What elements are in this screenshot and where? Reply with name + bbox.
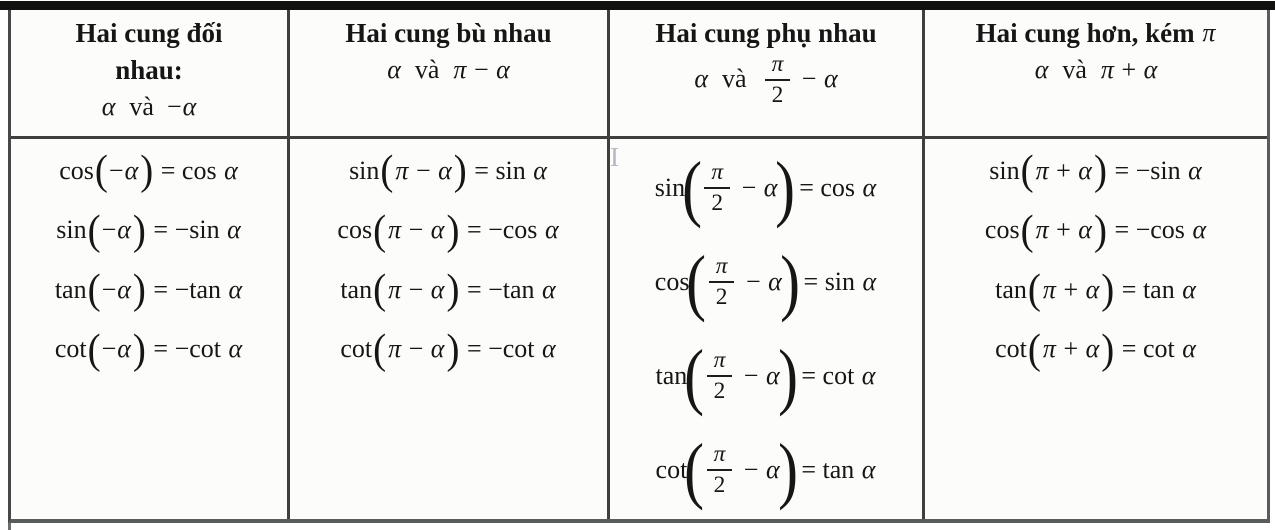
math-token: α [430, 215, 445, 245]
formula-row [925, 320, 1267, 380]
math-token: α [1034, 55, 1049, 85]
math-token: π [388, 274, 402, 304]
math-token: α [101, 92, 116, 122]
parenthesis: ) [453, 147, 467, 194]
trig-identities-table [8, 10, 1270, 523]
formula-row [11, 201, 287, 261]
parenthesis: ( [373, 325, 387, 373]
formula-row [925, 260, 1267, 320]
parenthesis: ) [140, 147, 154, 194]
math-token: cot [995, 334, 1027, 364]
math-token: sin [824, 267, 856, 296]
column-pi-shift [925, 10, 1267, 519]
math-token: và [709, 64, 760, 94]
math-token: α [430, 274, 445, 304]
math-token: α [117, 274, 131, 304]
math-token: α [1078, 215, 1092, 245]
math-token: cot [502, 334, 535, 364]
math-token: − [101, 215, 117, 245]
math-token: − [101, 274, 117, 304]
math-token: tan [822, 455, 855, 484]
fraction-numerator: π [765, 52, 791, 81]
parenthesis: ( [94, 147, 108, 194]
math-token: α [535, 334, 556, 364]
parenthesis: ( [686, 240, 707, 323]
math-token: sin [189, 215, 220, 245]
math-token: + [1114, 55, 1143, 85]
header-line [976, 15, 1217, 52]
fraction [707, 442, 733, 497]
math-token: = − [1107, 155, 1151, 185]
fraction [704, 160, 730, 215]
math-token: sin [56, 215, 87, 245]
fraction [765, 52, 791, 107]
math-token: α [538, 215, 559, 245]
math-token: α [1175, 334, 1196, 364]
formula-row [11, 141, 287, 201]
math-token: α [430, 334, 445, 364]
math-token: π [388, 215, 402, 245]
math-token: tan [340, 274, 373, 304]
fraction [709, 254, 735, 309]
math-token: − [402, 274, 430, 304]
formula-row [610, 329, 922, 423]
parenthesis: ( [1020, 147, 1034, 194]
math-token: cos [654, 267, 690, 296]
math-token: sin [654, 173, 686, 202]
math-token: cot [189, 334, 222, 364]
math-token: α [222, 274, 243, 304]
math-token: nhau: [115, 54, 183, 85]
math-token: cos [337, 215, 373, 245]
parenthesis: ) [446, 206, 460, 254]
math-token: = [1115, 274, 1143, 304]
formula-row [290, 141, 607, 201]
math-token: Hai cung phụ nhau [655, 17, 877, 48]
math-token: = [467, 155, 496, 185]
math-token: + [1056, 274, 1085, 304]
parenthesis: ) [1101, 266, 1115, 313]
formula-row [610, 235, 922, 329]
parenthesis: ( [87, 266, 101, 313]
math-token: π [388, 334, 402, 364]
parenthesis: ) [132, 266, 146, 313]
column-complementary [610, 10, 925, 519]
fraction-numerator: π [704, 160, 730, 189]
fraction-numerator: π [707, 348, 733, 377]
math-token: cot [655, 455, 688, 484]
math-token: sin [989, 155, 1020, 185]
math-token: α [1181, 155, 1202, 185]
formula-row [925, 201, 1267, 261]
parenthesis: ( [380, 147, 394, 194]
math-token: α [823, 64, 838, 94]
math-token: tan [1142, 274, 1175, 304]
fraction-denominator: 2 [771, 81, 784, 108]
math-token: α [222, 334, 243, 364]
math-token: α [387, 55, 401, 85]
math-token: α [1143, 55, 1158, 85]
math-token: Hai cung bù nhau [345, 17, 552, 48]
math-token: α [855, 361, 876, 390]
parenthesis: ) [132, 325, 146, 373]
math-token: = − [146, 334, 190, 364]
math-token: cot [54, 334, 87, 364]
math-token: cot [1142, 334, 1175, 364]
parenthesis: ( [373, 266, 387, 313]
fraction [707, 348, 733, 403]
math-token: sin [495, 155, 526, 185]
math-token: và [116, 92, 167, 122]
math-token: = − [460, 274, 503, 304]
math-token: α [124, 155, 139, 185]
parenthesis: ( [682, 146, 703, 229]
parenthesis: ( [87, 325, 101, 373]
math-token: α [1175, 274, 1196, 304]
math-token: π [1042, 274, 1056, 304]
math-token: α [765, 455, 780, 484]
math-token: tan [995, 274, 1027, 304]
column-opposite [11, 10, 290, 519]
column-supplementary [290, 10, 610, 519]
parenthesis: ( [1020, 206, 1034, 254]
math-token: α [856, 173, 877, 202]
math-token: α [694, 64, 709, 94]
math-token: = [794, 455, 823, 484]
math-token: − [409, 155, 438, 185]
parenthesis: ) [1101, 325, 1115, 373]
math-token: α [768, 267, 782, 296]
math-token: α [220, 215, 241, 245]
parenthesis: ) [779, 240, 800, 323]
math-token: = − [1107, 215, 1151, 245]
math-token: tan [189, 274, 222, 304]
math-token: sin [349, 155, 380, 185]
math-token: tan [54, 274, 87, 304]
math-token: α [438, 155, 452, 185]
column-body [290, 139, 607, 519]
math-token: − [166, 92, 182, 122]
math-token: = [794, 361, 823, 390]
header-line [115, 52, 183, 89]
header-line [386, 52, 511, 89]
formula-row [925, 141, 1267, 201]
formula-row [610, 141, 922, 235]
math-token: α [855, 455, 876, 484]
column-body [11, 139, 287, 519]
header-line [345, 15, 551, 52]
fraction-numerator: π [707, 442, 733, 471]
math-token: sin [1150, 155, 1181, 185]
parenthesis: ) [777, 428, 798, 511]
math-token: cot [340, 334, 373, 364]
math-token: và [401, 55, 453, 85]
math-token: = [154, 155, 182, 185]
parenthesis: ( [1027, 325, 1041, 373]
math-token: = − [460, 334, 503, 364]
header-line [101, 89, 198, 126]
math-token: π [1042, 334, 1056, 364]
math-token: Hai cung hơn, kém [975, 17, 1202, 48]
math-token: cot [822, 361, 855, 390]
math-token: − [402, 334, 430, 364]
math-token: = [792, 173, 821, 202]
fraction-denominator: 2 [711, 190, 724, 216]
parenthesis: ) [1093, 206, 1107, 254]
fraction-denominator: 2 [713, 378, 726, 404]
math-token: α [1085, 274, 1100, 304]
formula-row [290, 320, 607, 380]
math-token: − [737, 361, 765, 390]
fraction-denominator: 2 [715, 284, 728, 310]
math-token: − [795, 64, 823, 94]
math-token: α [1185, 215, 1207, 245]
math-token: tan [502, 274, 535, 304]
text-cursor-artifact: I [610, 142, 619, 172]
column-header [610, 10, 922, 139]
math-token: cos [59, 155, 94, 185]
math-token: = [797, 267, 825, 296]
math-token: α [763, 173, 778, 202]
math-token: − [108, 155, 124, 185]
column-header [11, 10, 287, 139]
fraction-numerator: π [709, 254, 735, 283]
math-token: π [1035, 155, 1049, 185]
math-token: π [1202, 18, 1216, 48]
formula-row [290, 201, 607, 261]
math-token: α [526, 155, 547, 185]
math-token: = − [460, 215, 503, 245]
header-line [655, 15, 876, 52]
math-token: − [402, 215, 430, 245]
math-token: − [739, 267, 768, 296]
math-token: α [1078, 155, 1092, 185]
parenthesis: ( [1027, 266, 1041, 313]
math-token: Hai cung đối [75, 17, 223, 48]
math-token: α [765, 361, 780, 390]
parenthesis: ( [87, 206, 101, 254]
math-token: π [1035, 215, 1049, 245]
math-token: + [1049, 215, 1078, 245]
math-token: và [1049, 55, 1100, 85]
formula-row [11, 260, 287, 320]
header-line [75, 15, 222, 52]
formula-row [290, 260, 607, 320]
parenthesis: ) [777, 334, 798, 417]
math-token: − [101, 334, 117, 364]
math-token: cos [181, 155, 217, 185]
formula-row [11, 320, 287, 380]
math-token: cos [820, 173, 856, 202]
math-token: = − [146, 215, 190, 245]
fraction-denominator: 2 [713, 472, 726, 498]
math-token: + [1049, 155, 1078, 185]
bottom-crop-line-stub [8, 523, 11, 530]
math-token: α [1085, 334, 1100, 364]
math-token: cos [502, 215, 538, 245]
math-token: α [535, 274, 556, 304]
column-header [925, 10, 1267, 139]
column-header [290, 10, 607, 139]
parenthesis: ( [684, 428, 705, 511]
math-token: − [735, 173, 763, 202]
parenthesis: ) [446, 266, 460, 313]
parenthesis: ( [684, 334, 705, 417]
math-token: α [117, 334, 131, 364]
math-token: + [1056, 334, 1085, 364]
math-token: α [182, 92, 197, 122]
formula-row [610, 423, 922, 517]
header-line [693, 52, 838, 107]
math-token: = − [146, 274, 190, 304]
parenthesis: ) [1093, 147, 1107, 194]
top-edge-bar [0, 1, 1275, 10]
column-body [925, 139, 1267, 519]
math-token: π [395, 155, 409, 185]
math-token: cos [1150, 215, 1185, 245]
parenthesis: ) [132, 206, 146, 254]
parenthesis: ) [775, 146, 796, 229]
math-token: π [1100, 55, 1114, 85]
parenthesis: ) [446, 325, 460, 373]
header-line [1034, 52, 1159, 89]
math-token: α [856, 267, 877, 296]
parenthesis: ( [373, 206, 387, 254]
math-token: = [1115, 334, 1143, 364]
math-token: cos [984, 215, 1020, 245]
math-token: − [737, 455, 765, 484]
math-token: α [217, 155, 238, 185]
math-token: α [496, 55, 510, 85]
math-token: − [467, 55, 496, 85]
math-token: π [453, 55, 467, 85]
math-token: α [117, 215, 131, 245]
column-body [610, 139, 922, 519]
math-token: tan [655, 361, 688, 390]
